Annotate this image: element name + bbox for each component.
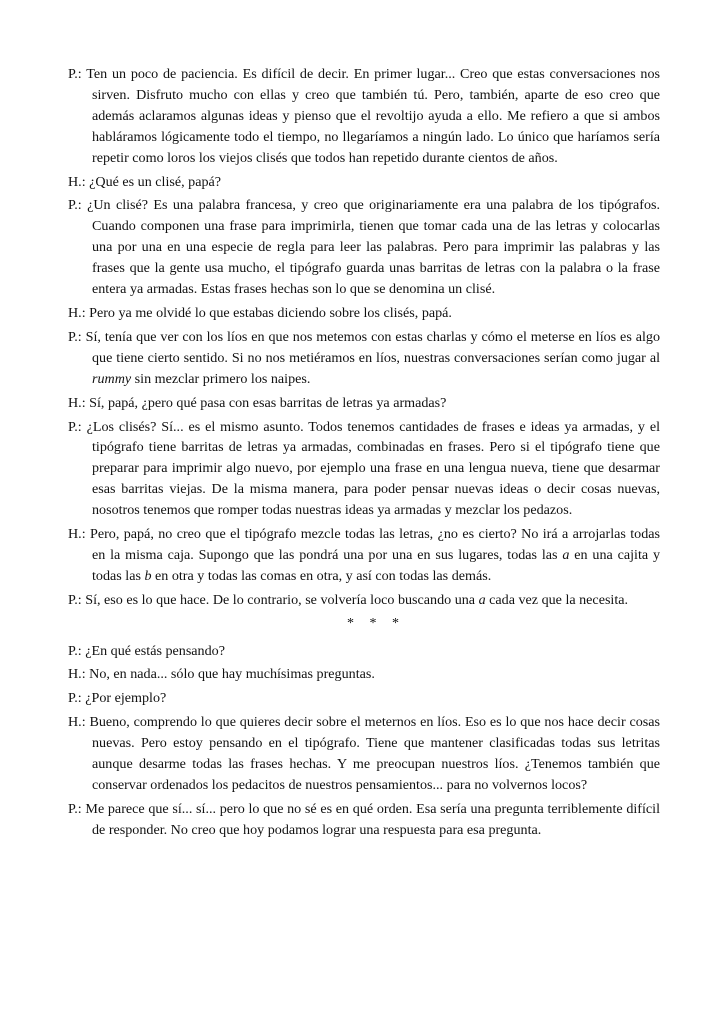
dialogue-paragraph: P.: ¿Por ejemplo? xyxy=(68,690,167,707)
dialogue-paragraph: P.: Ten un poco de paciencia. Es difícil de decir. En primer lugar... Creo que estas conversaciones nos sirven. Disfruto mucho con ellas y creo que también tú. Pero, también, aparte de eso creo que además aclaramos algunas ideas y pienso que el revoltijo ayuda a ello. Me refiero a que si ambos habláramos lógicamente todo el tiempo, no llegaríamos a ningún lado. Lo único que haríamos sería repetir como loros los viejos clisés que todos han repetido durante cientos de años. xyxy=(68,66,660,166)
italic-letter: b xyxy=(144,567,152,584)
section-separator: * * * xyxy=(347,615,405,631)
italic-letter: a xyxy=(478,591,486,608)
dialogue-paragraph: H.: No, en nada... sólo que hay muchísimas preguntas. xyxy=(68,666,375,683)
dialogue-paragraph: H.: Pero, papá, no creo que el tipógrafo mezcle todas las letras, ¿no es cierto? No irá a arrojarlas todas en la misma caja. Supongo que las pondrá una por una en sus lugares, todas las a en una cajita y todas las b en otra y todas las comas en otra, y así con todas las demás. xyxy=(68,526,661,584)
dialogue-paragraph: H.: Sí, papá, ¿pero qué pasa con esas barritas de letras ya armadas? xyxy=(68,394,447,411)
dialogue-paragraph: P.: ¿Un clisé? Es una palabra francesa, y creo que originariamente era una palabra de los tipógrafos. Cuando componen una frase para imprimirla, tienen que tomar cada una de las letras y colocarlas una por una en una especie de regla para leer las palabras. Pero para imprimir las palabras y las frases que la gente usa mucho, el tipógrafo guarda unas barritas de letras con la palabra o la frase entera ya armadas. Estas frases hechas son lo que se denomina un clisé. xyxy=(68,197,660,298)
document-page xyxy=(68,64,660,844)
italic-term: rummy xyxy=(92,370,132,387)
dialogue-paragraph: H.: ¿Qué es un clisé, papá? xyxy=(68,173,222,190)
dialogue-paragraph: H.: Bueno, comprendo lo que quieres decir sobre el meternos en líos. Eso es lo que nos hace decir cosas nuevas. Pero estoy pensando en el tipógrafo. Tiene que mantener clasificadas todas sus letritas aunque desarme todas las frases hechas. Y me preocupan nuestros líos. ¿Tenemos también que conservar ordenados los pedacitos de nuestros pensamientos... para no volvernos locos? xyxy=(68,714,660,793)
dialogue-paragraph: P.: ¿Los clisés? Sí... es el mismo asunto. Todos tenemos cantidades de frases e ideas ya armadas, y el tipógrafo tiene barritas de letras ya armadas, combinadas en frases. Pero si el tipógrafo tiene que preparar para imprimir algo nuevo, por ejemplo una frase en una lengua nueva, tiene que desarmar esas barritas viejas. De la misma manera, para poder pensar nuevas ideas o decir cosas nuevas, nosotros tenemos que romper todas nuestras ideas ya armadas y mezclar los pedazos. xyxy=(68,418,660,519)
dialogue-paragraph: P.: Sí, eso es lo que hace. De lo contrario, se volvería loco buscando una a cada vez que la necesita. xyxy=(68,591,629,608)
dialogue-paragraph: P.: ¿En qué estás pensando? xyxy=(68,642,225,659)
dialogue-paragraph: P.: Sí, tenía que ver con los líos en que nos metemos con estas charlas y cómo el meterse en líos es algo que tiene cierto sentido. Si no nos metiéramos en líos, nuestras conversaciones serían como jugar al rummy sin mezclar primero los naipes. xyxy=(68,328,660,387)
italic-letter: a xyxy=(562,546,570,563)
dialogue-paragraph: P.: Me parece que sí... sí... pero lo que no sé es en qué orden. Esa sería una pregunta terriblemente difícil de responder. No creo que hoy podamos lograr una respuesta para esa pregunta. xyxy=(68,800,660,838)
dialogue-paragraph: H.: Pero ya me olvidé lo que estabas diciendo sobre los clisés, papá. xyxy=(68,304,452,321)
